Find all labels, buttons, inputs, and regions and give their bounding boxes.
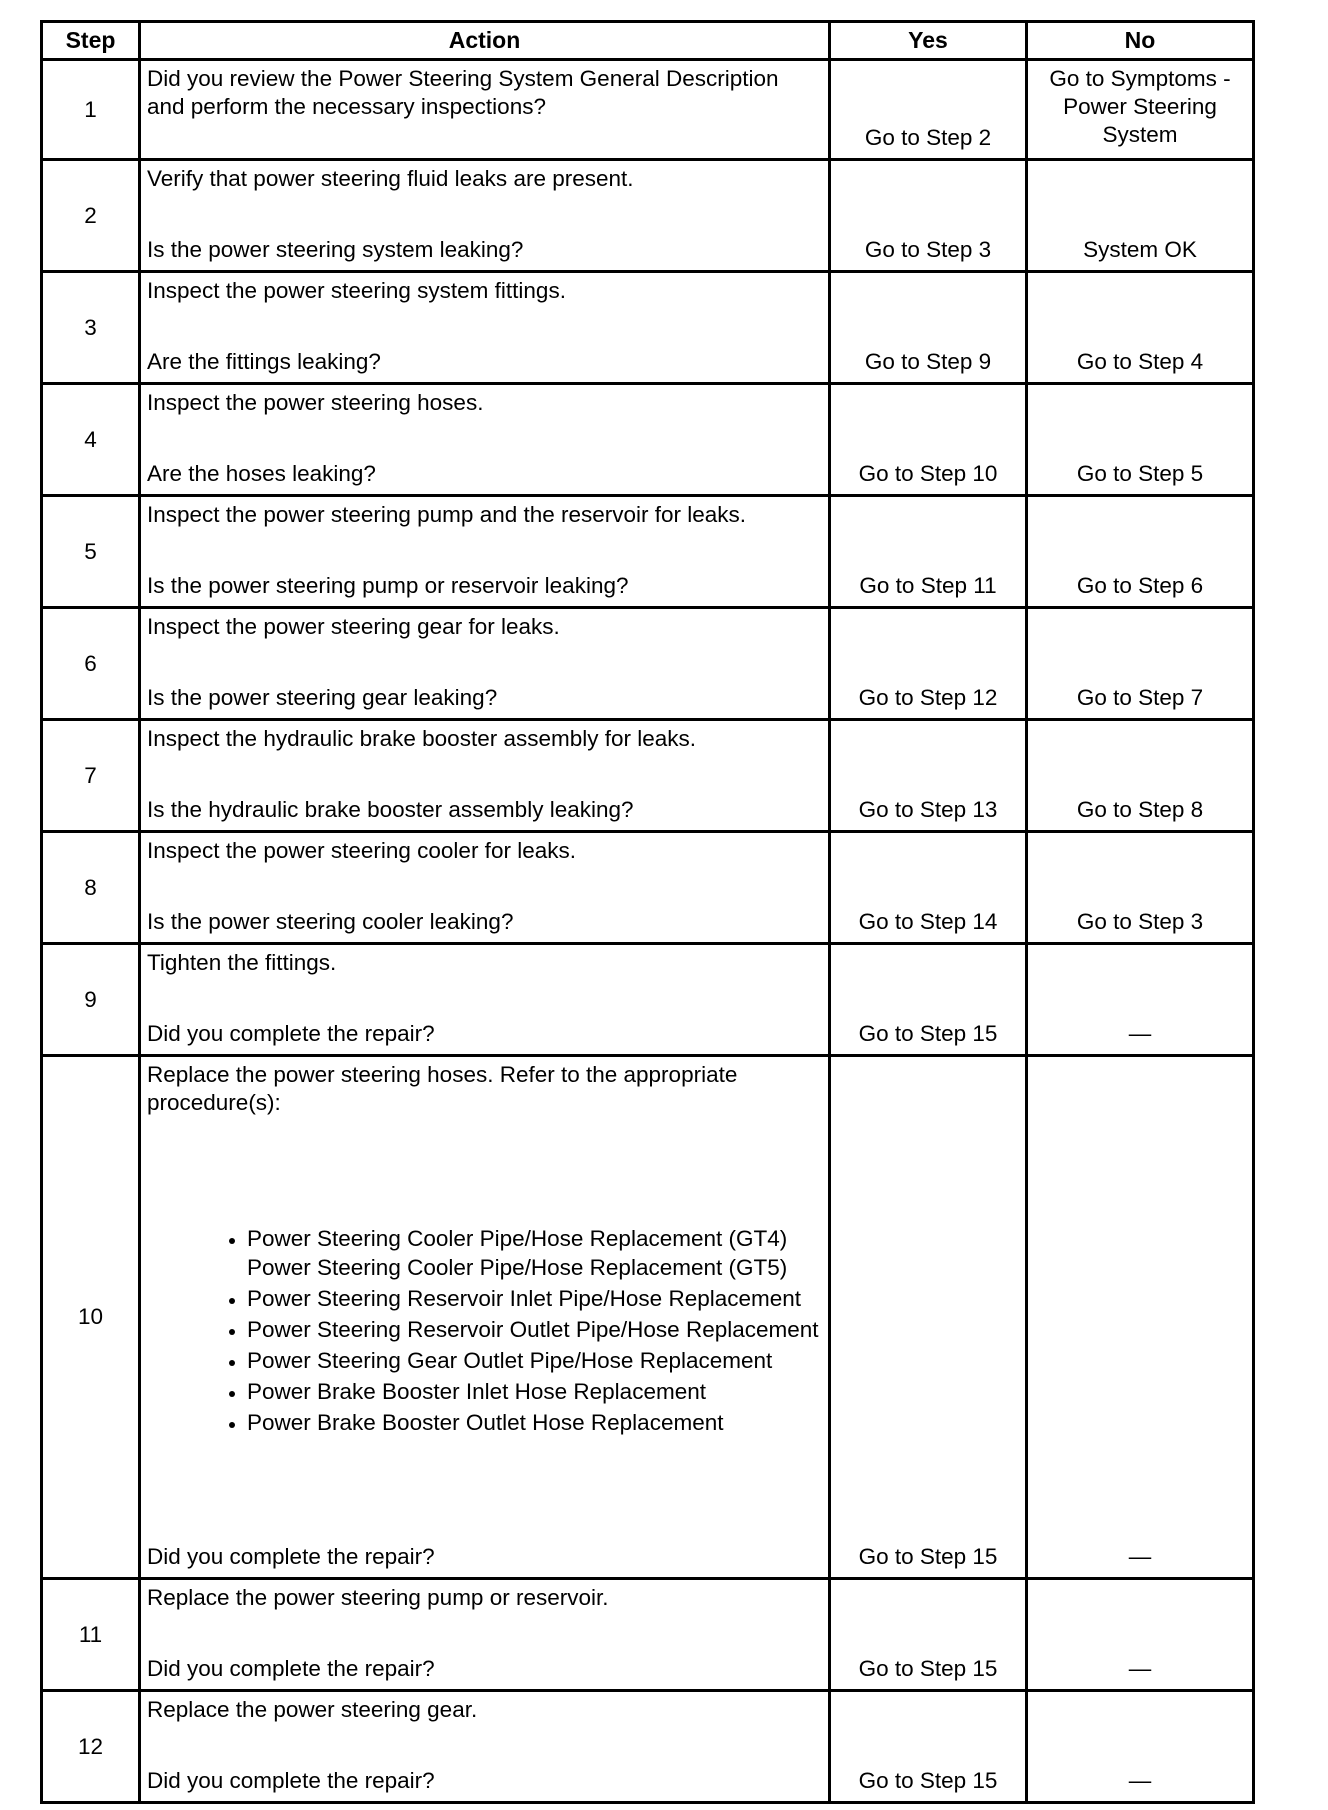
table-row [42,832,1254,944]
step-number: 8 [42,832,140,944]
action-text: Inspect the power steering gear for leaks. [147,614,560,639]
no-result: Go to Step 4 [1027,272,1254,384]
step-number: 1 [42,60,140,160]
action-cell [140,944,830,1056]
no-result: — [1027,1691,1254,1803]
yes-result: Go to Step 15 [830,944,1027,1056]
action-text: Inspect the power steering cooler for leaks. [147,838,576,863]
step-number: 10 [42,1056,140,1579]
action-cell [140,160,830,272]
question-text: Is the power steering pump or reservoir leaking? [147,573,629,598]
no-result: System OK [1027,160,1254,272]
action-cell [140,384,830,496]
action-cell [140,720,830,832]
table-row [42,720,1254,832]
action-text: Inspect the power steering pump and the reservoir for leaks. [147,502,747,527]
question-text: Did you complete the repair? [147,1768,435,1793]
header-step: Step [42,22,140,60]
no-result: — [1027,944,1254,1056]
table-row [42,1579,1254,1691]
yes-result: Go to Step 3 [830,160,1027,272]
action-cell [140,272,830,384]
yes-result: Go to Step 2 [830,60,1027,160]
header-yes: Yes [830,22,1027,60]
table-row [42,272,1254,384]
list-item: • Power Brake Booster Outlet Hose Replacement [247,1408,822,1437]
step-number: 7 [42,720,140,832]
table-row [42,384,1254,496]
question-text: Is the power steering cooler leaking? [147,909,514,934]
yes-result: Go to Step 13 [830,720,1027,832]
question-text: Is the power steering gear leaking? [147,685,498,710]
list-item: • Power Steering Gear Outlet Pipe/Hose Replacement [247,1346,822,1375]
table-row [42,496,1254,608]
action-text: Inspect the hydraulic brake booster assembly for leaks. [147,726,697,751]
action-text: Inspect the power steering hoses. [147,390,484,415]
action-text: Tighten the fittings. [147,950,337,975]
step-number: 9 [42,944,140,1056]
table-row [42,944,1254,1056]
list-item: • Power Steering Reservoir Outlet Pipe/Hose Replacement [247,1315,822,1344]
action-text: Verify that power steering fluid leaks are present. [147,166,634,191]
header-no: No [1027,22,1254,60]
action-cell [140,60,830,160]
action-text: Inspect the power steering system fittings. [147,278,566,303]
no-result: Go to Step 3 [1027,832,1254,944]
action-cell [140,1056,830,1579]
action-cell [140,1691,830,1803]
step-number: 4 [42,384,140,496]
action-text: Replace the power steering gear. [147,1697,478,1722]
action-text: Replace the power steering pump or reservoir. [147,1585,609,1610]
step-number: 6 [42,608,140,720]
table-row [42,60,1254,160]
step-number: 2 [42,160,140,272]
yes-result: Go to Step 9 [830,272,1027,384]
list-item: • Power Brake Booster Inlet Hose Replacement [247,1377,822,1406]
step-number: 11 [42,1579,140,1691]
action-text: Did you review the Power Steering System General Description and perform the necessary inspections? [147,66,779,119]
no-result: — [1027,1056,1254,1579]
question-text: Is the hydraulic brake booster assembly leaking? [147,797,634,822]
yes-result: Go to Step 11 [830,496,1027,608]
no-result: Go to Step 8 [1027,720,1254,832]
header-action: Action [140,22,830,60]
step-number: 5 [42,496,140,608]
yes-result: Go to Step 15 [830,1691,1027,1803]
question-text: Are the hoses leaking? [147,461,376,486]
yes-result: Go to Step 12 [830,608,1027,720]
question-text: Did you complete the repair? [147,1544,435,1569]
list-item: • Power Steering Reservoir Inlet Pipe/Hose Replacement [247,1284,822,1313]
no-result: Go to Step 7 [1027,608,1254,720]
no-result: Go to Step 5 [1027,384,1254,496]
table-row [42,1056,1254,1579]
yes-result: Go to Step 15 [830,1056,1027,1579]
diagnostic-table [40,20,1255,1804]
question-text: Did you complete the repair? [147,1021,435,1046]
action-cell [140,1579,830,1691]
yes-result: Go to Step 15 [830,1579,1027,1691]
question-text: Did you complete the repair? [147,1656,435,1681]
action-cell [140,608,830,720]
question-text: Are the fittings leaking? [147,349,381,374]
yes-result: Go to Step 14 [830,832,1027,944]
step-number: 3 [42,272,140,384]
action-cell [140,496,830,608]
yes-result: Go to Step 10 [830,384,1027,496]
table-row [42,1691,1254,1803]
table-row [42,608,1254,720]
list-item: • Power Steering Cooler Pipe/Hose Replacement (GT4) Power Steering Cooler Pipe/Hose Replacement (GT5) [247,1224,822,1282]
no-result: Go to Step 6 [1027,496,1254,608]
question-text: Is the power steering system leaking? [147,237,524,262]
action-text: Replace the power steering hoses. Refer to the appropriate procedure(s): [147,1062,738,1115]
no-result: Go to Symptoms - Power Steering System [1027,60,1254,160]
no-result: — [1027,1579,1254,1691]
table-row [42,160,1254,272]
step-number: 12 [42,1691,140,1803]
procedure-list [147,1224,822,1439]
header-row [42,22,1254,60]
action-cell [140,832,830,944]
